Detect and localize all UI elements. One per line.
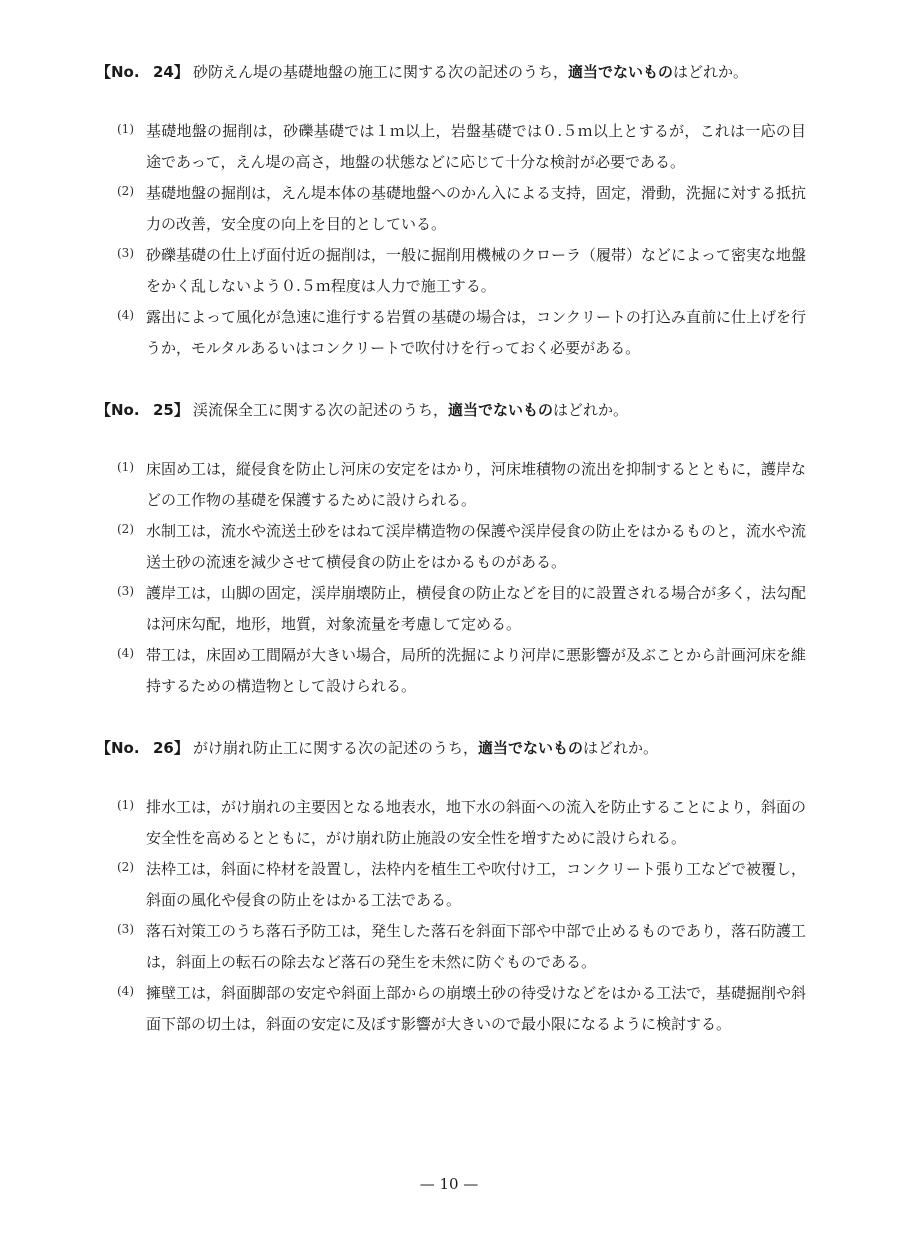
choice-text: 落石対策工のうち落石予防工は，発生した落石を斜面下部や中部で止めるものであり，落石防護工は，斜面上の転石の除去など落石の発生を未然に防ぐものである。 xyxy=(146,922,807,971)
choice-3 xyxy=(0,578,898,640)
stem-suffix: はどれか。 xyxy=(583,739,659,757)
question-header xyxy=(0,398,898,422)
choice-number: (4) xyxy=(117,308,134,322)
choice-number: (3) xyxy=(117,246,134,260)
choice-3 xyxy=(0,240,898,302)
choice-text: 排水工は，がけ崩れの主要因となる地表水，地下水の斜面への流入を防止することにより，斜面の安全性を高めるとともに，がけ崩れ防止施設の安全性を増すために設けられる。 xyxy=(146,798,807,847)
choice-2 xyxy=(0,516,898,578)
choice-number: (3) xyxy=(117,584,134,598)
choice-text: 露出によって風化が急速に進行する岩質の基礎の場合は，コンクリートの打込み直前に仕上げを行うか，モルタルあるいはコンクリートで吹付けを行っておく必要がある。 xyxy=(146,308,806,357)
choice-2 xyxy=(0,854,898,916)
choice-4 xyxy=(0,978,898,1040)
choice-number: (2) xyxy=(117,522,134,536)
question-number: 25】 xyxy=(153,401,189,419)
question-header xyxy=(0,60,898,84)
question-stem xyxy=(193,736,658,760)
choice-3 xyxy=(0,916,898,978)
choice-1 xyxy=(0,454,898,516)
choice-number: (4) xyxy=(117,646,134,660)
stem-suffix: はどれか。 xyxy=(673,63,749,81)
stem-suffix: はどれか。 xyxy=(553,401,629,419)
choice-1 xyxy=(0,116,898,178)
question-number: 26】 xyxy=(153,739,189,757)
stem-emphasis: 適当でないもの xyxy=(478,739,584,757)
question-label: 【No. xyxy=(96,739,140,757)
choice-number: (1) xyxy=(117,460,134,474)
choice-number: (1) xyxy=(117,798,134,812)
question-header xyxy=(0,736,898,760)
choice-number: (3) xyxy=(117,922,134,936)
choice-text: 護岸工は，山脚の固定，渓岸崩壊防止，横侵食の防止などを目的に設置される場合が多く，法勾配は河床勾配，地形，地質，対象流量を考慮して定める。 xyxy=(146,584,806,633)
stem-emphasis: 適当でないもの xyxy=(448,401,554,419)
stem-prefix: がけ崩れ防止工に関する次の記述のうち， xyxy=(193,739,479,757)
question-number: 24】 xyxy=(153,63,189,81)
choice-number: (2) xyxy=(117,860,134,874)
page-number: — 10 — xyxy=(419,1175,479,1193)
choice-4 xyxy=(0,302,898,364)
stem-emphasis: 適当でないもの xyxy=(568,63,674,81)
choice-text: 砂礫基礎の仕上げ面付近の掘削は，一般に掘削用機械のクローラ（履帯）などによって密実な地盤をかく乱しないよう０.５ｍ程度は人力で施工する。 xyxy=(146,246,807,295)
stem-prefix: 砂防えん堤の基礎地盤の施工に関する次の記述のうち， xyxy=(193,63,569,81)
choice-number: (1) xyxy=(117,122,134,136)
question-label: 【No. xyxy=(96,63,140,81)
question-stem xyxy=(193,398,628,422)
choice-1 xyxy=(0,792,898,854)
choice-text: 基礎地盤の掘削は，えん堤本体の基礎地盤へのかん入による支持，固定，滑動，洗掘に対する抵抗力の改善，安全度の向上を目的としている。 xyxy=(146,184,807,233)
choice-number: (2) xyxy=(117,184,134,198)
question-label: 【No. xyxy=(96,401,140,419)
choice-4 xyxy=(0,640,898,702)
choice-text: 基礎地盤の掘削は，砂礫基礎では１ｍ以上，岩盤基礎では０.５ｍ以上とするが，これは一応の目途であって，えん堤の高さ，地盤の状態などに応じて十分な検討が必要である。 xyxy=(146,122,806,171)
choice-text: 床固め工は，縦侵食を防止し河床の安定をはかり，河床堆積物の流出を抑制するとともに，護岸などの工作物の基礎を保護するために設けられる。 xyxy=(146,460,807,509)
choice-text: 水制工は，流水や流送土砂をはねて渓岸構造物の保護や渓岸侵食の防止をはかるものと，流水や流送土砂の流速を減少させて横侵食の防止をはかるものがある。 xyxy=(146,522,806,571)
choice-text: 擁壁工は，斜面脚部の安定や斜面上部からの崩壊土砂の待受けなどをはかる工法で，基礎掘削や斜面下部の切土は，斜面の安定に及ぼす影響が大きいので最小限になるように検討する。 xyxy=(146,984,806,1033)
choice-number: (4) xyxy=(117,984,134,998)
question-stem xyxy=(193,60,748,84)
choice-text: 帯工は，床固め工間隔が大きい場合，局所的洗掘により河岸に悪影響が及ぶことから計画河床を維持するための構造物として設けられる。 xyxy=(146,646,807,695)
choice-2 xyxy=(0,178,898,240)
stem-prefix: 渓流保全工に関する次の記述のうち， xyxy=(193,401,449,419)
choice-text: 法枠工は，斜面に枠材を設置し，法枠内を植生工や吹付け工，コンクリート張り工などで被覆し，斜面の風化や侵食の防止をはかる工法である。 xyxy=(146,860,806,909)
